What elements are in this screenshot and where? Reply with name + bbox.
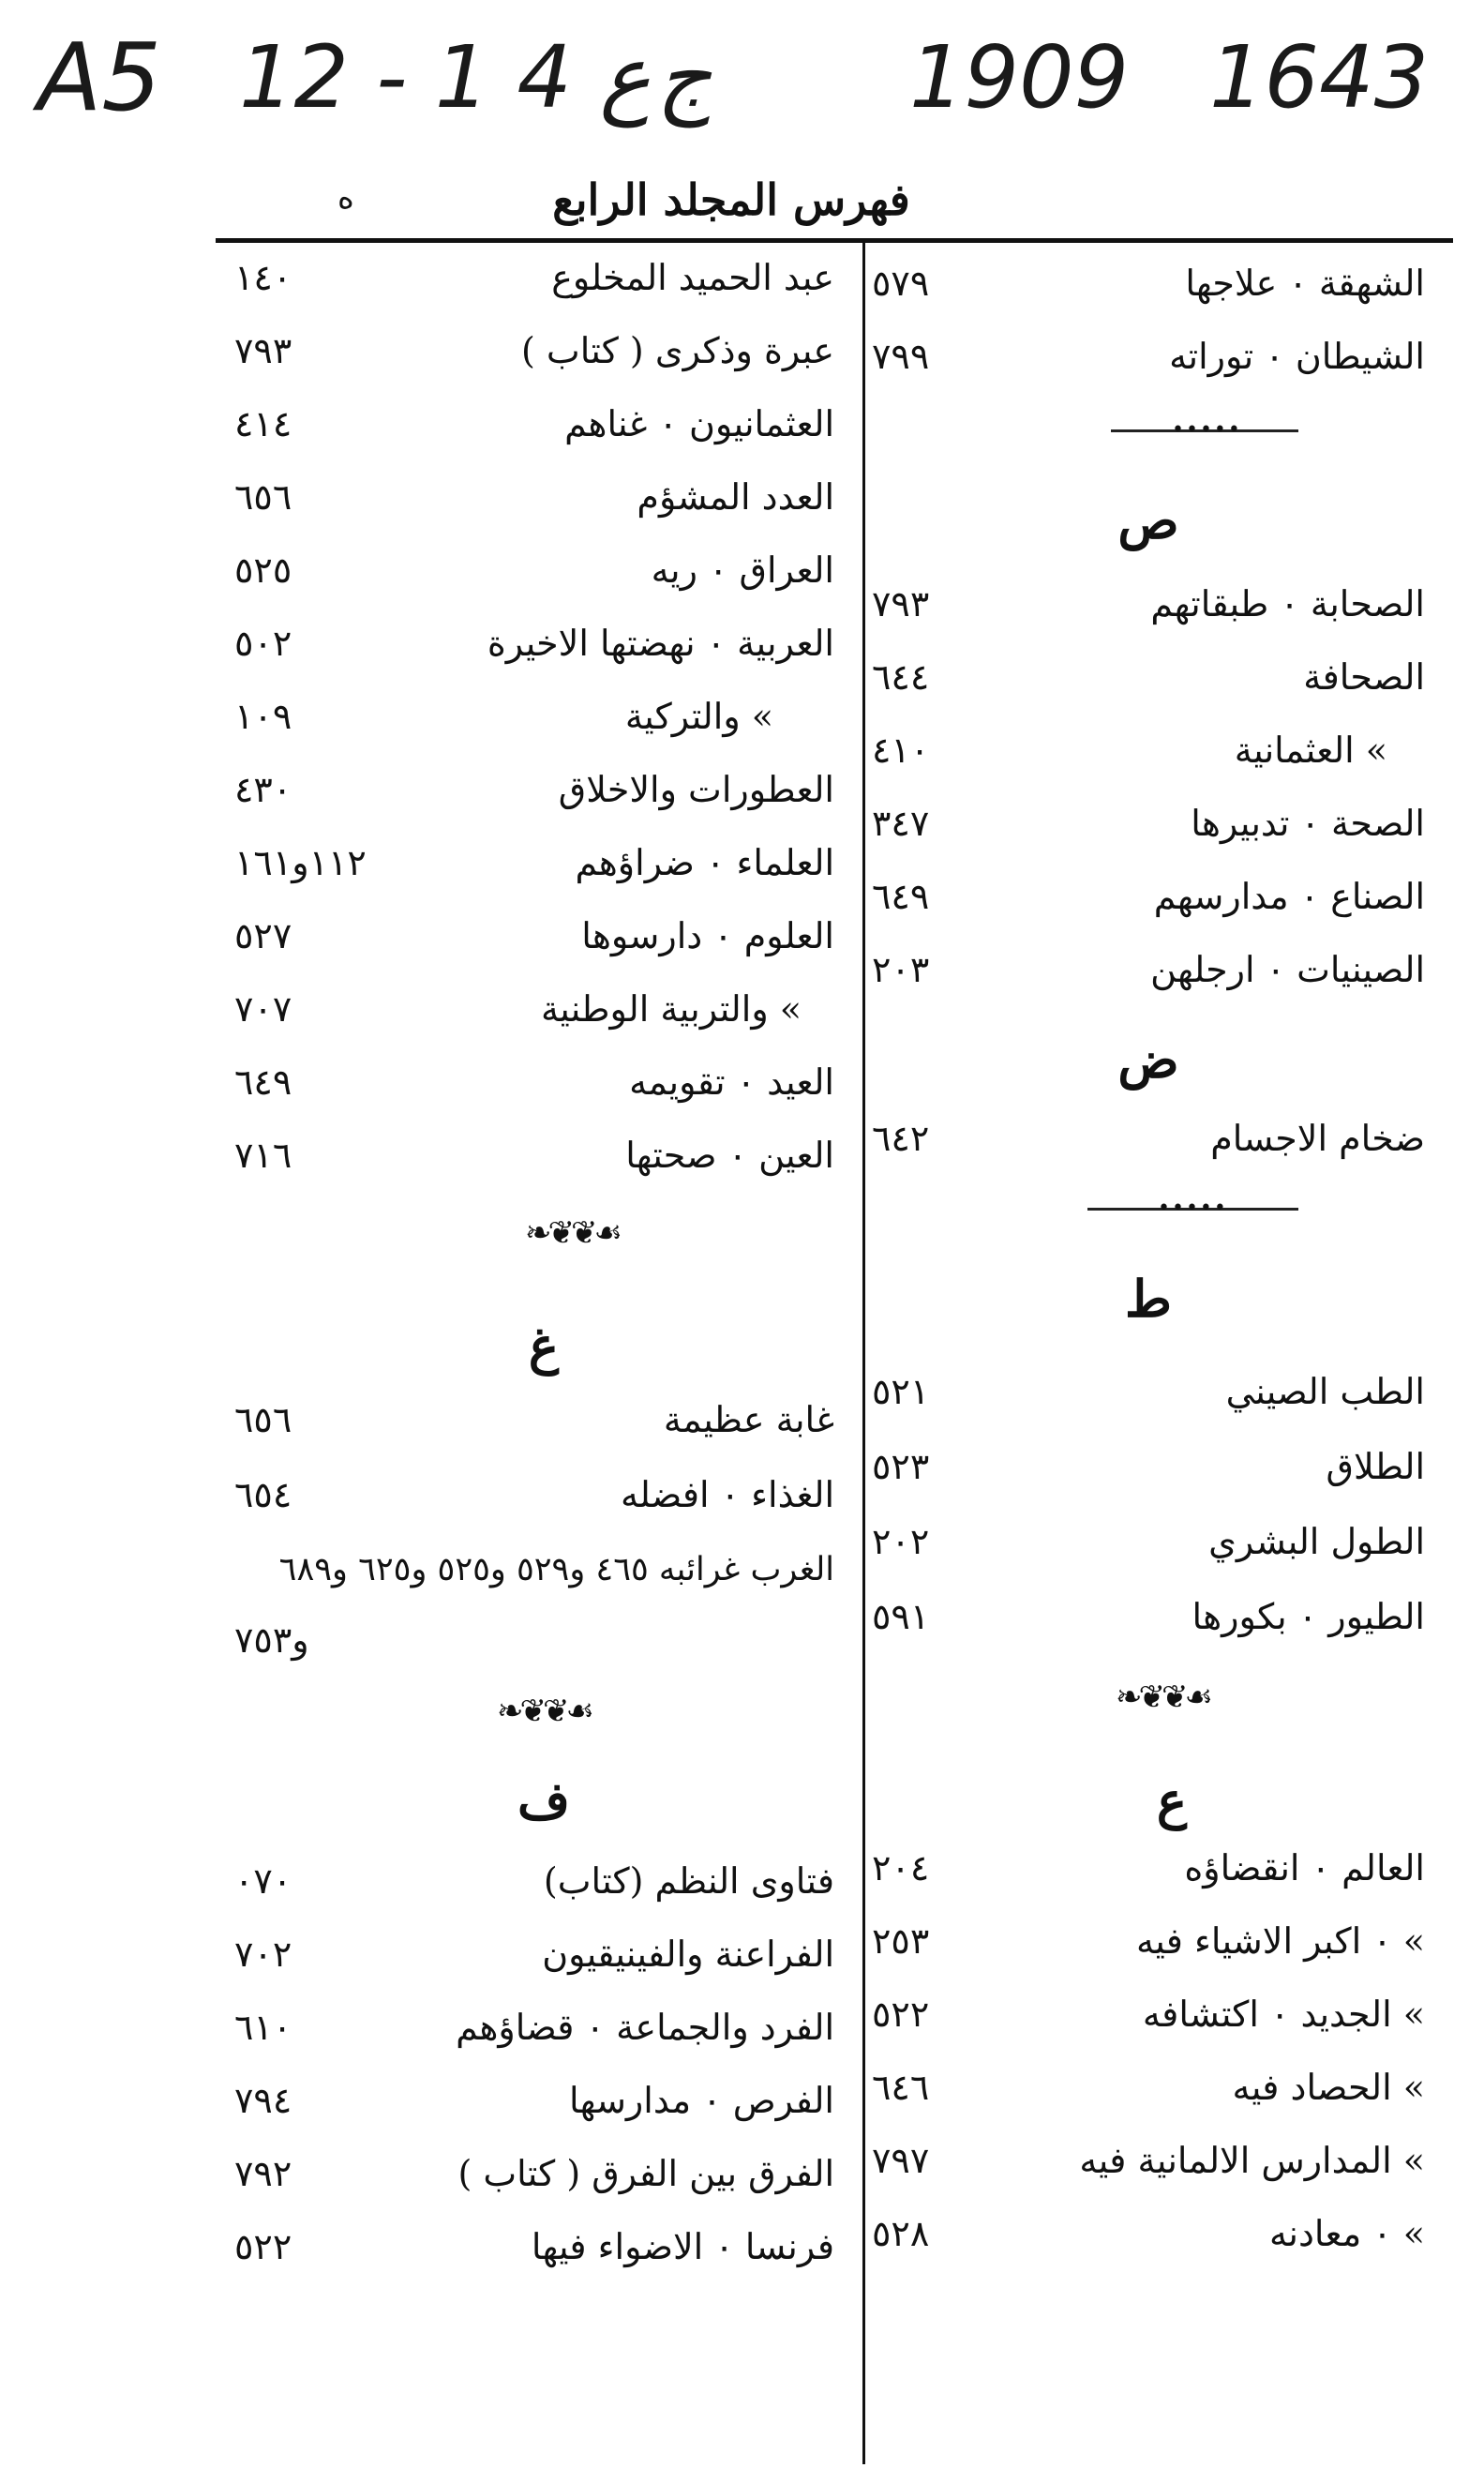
entry-page: ٥٢٨ [872,2213,930,2254]
ornament-divider: ❧❦❦☙ [497,1693,591,1730]
entry-page: ١١٢و١٦١ [234,842,367,883]
entry-text: » والتربية الوطنية [540,988,802,1030]
separator-ornament: ••••• [1158,1196,1228,1220]
list-item [234,1463,853,1527]
list-item [872,572,1453,636]
entry-page: ٧١٦ [234,1135,292,1176]
list-item [234,2215,853,2279]
list-item [872,1106,1453,1170]
column-divider [862,242,865,2464]
entry-text: » المدارس الالمانية فيه [1079,2140,1425,2181]
entry-text: الشيطان ٠ توراته [1169,336,1425,377]
entry-page: ٥٢٧ [234,915,292,956]
list-item [234,1922,853,1986]
entry-text: العربية ٠ نهضتها الاخيرة [487,623,834,664]
entry-page: ١٤٠ [234,257,292,298]
entry-text: الطول البشري [1208,1521,1425,1562]
handwritten-jim: ج [656,27,712,128]
entry-page: ٦٤٤ [872,656,930,698]
entry-page: ٦٤٩ [234,1061,292,1103]
entry-text: الصحابة ٠ طبقاتهم [1150,583,1425,625]
entry-text: الطلاق [1326,1446,1425,1487]
entry-page: ٥٢٥ [234,549,292,591]
entry-text: العراق ٠ ريه [651,549,834,591]
entry-page: ٦٥٦ [234,1399,292,1440]
entry-text: » ٠ معادنه [1269,2213,1425,2254]
list-item [234,611,853,675]
list-item [234,465,853,529]
list-item [234,1388,853,1452]
entry-text: الصناع ٠ مدارسهم [1153,876,1425,917]
entry-page: ٥٢٣ [872,1446,930,1487]
entry-page: ٦١٠ [234,2007,292,2048]
entry-text: » الحصاد فيه [1232,2067,1425,2108]
list-item [234,758,853,821]
list-item [234,538,853,602]
list-item [234,831,853,895]
entry-page: ٦٤٢ [872,1118,930,1159]
entry-text: الغذاء ٠ افضله [620,1474,834,1515]
entry-text: فتاوى النظم (كتاب) [543,1860,834,1902]
list-item [234,904,853,968]
section-letter-ghain: غ [528,1316,560,1376]
entry-page: ٢٠٣ [872,949,930,990]
entry-text: الغرب غرائبه ٤٦٥ و٥٢٩ و٥٢٥ و٦٢٥ و٦٨٩ [278,1551,834,1588]
entry-page: ٧٩٤ [234,2080,292,2121]
list-item [234,1995,853,2059]
entry-text: العطورات والاخلاق [558,769,834,810]
handwritten-year-ah: 1643 [1209,27,1430,128]
handwritten-annotation [0,17,1484,139]
entry-page: ٣٤٧ [872,803,930,844]
entry-page: ٧٩٣ [872,583,930,625]
list-item [872,1982,1453,2046]
list-item [234,1849,853,1913]
entry-page: ٥٢٢ [872,1994,930,2035]
list-item [872,1435,1453,1498]
section-letter-fa: ف [517,1770,570,1830]
page-title: فهرس المجلد الرابع [552,174,910,225]
entry-page: ٢٠٢ [872,1521,930,1562]
entry-text: عبد الحميد المخلوع [551,257,834,298]
section-letter-ta: ط [1125,1269,1172,1329]
entry-page: ٥٩١ [872,1596,930,1637]
entry-text: عبرة وذكرى ( كتاب ) [521,330,834,371]
list-item [872,1909,1453,1973]
entry-text: فرنسا ٠ الاضواء فيها [531,2226,834,2267]
entry-text: الصحة ٠ تدبيرها [1191,803,1425,844]
entry-page: ٧٠٧ [234,988,292,1030]
entry-page: و٧٥٣ [234,1619,309,1661]
list-item [234,1050,853,1114]
entry-page: ٠٧٠ [234,1860,292,1902]
entry-text: الطب الصيني [1225,1371,1425,1412]
section-letter-dad: ض [1117,1030,1179,1090]
entry-page: ٤١٤ [234,403,292,444]
entry-page: ٧٩٧ [872,2140,930,2181]
list-item [872,2055,1453,2119]
entry-page: ٥٧٩ [872,263,930,304]
list-item [234,1538,853,1602]
entry-page: ٧٩٢ [234,2153,292,2194]
list-item [234,977,853,1041]
entry-text: العيد ٠ تقويمه [629,1061,834,1103]
entry-text: الشهقة ٠ علاجها [1185,263,1425,304]
entry-text: العالم ٠ انقضاؤه [1184,1847,1425,1889]
entry-text: الفرص ٠ مدارسها [568,2080,834,2121]
list-item [872,1836,1453,1900]
ornament-divider: ❧❦❦☙ [525,1214,619,1252]
section-letter-ain: ع [1156,1770,1188,1830]
list-item [872,865,1453,928]
list-item [872,938,1453,1001]
list-item [872,1360,1453,1423]
list-item [234,1608,853,1672]
entry-text: الطيور ٠ بكورها [1192,1596,1425,1637]
entry-text: العلماء ٠ ضراؤهم [575,842,834,883]
entry-text: الصينيات ٠ ارجلهن [1150,949,1425,990]
list-item [234,2069,853,2132]
list-item [234,1123,853,1187]
list-item [872,324,1453,388]
entry-page: ٤٣٠ [234,769,292,810]
entry-page: ٢٥٣ [872,1920,930,1962]
entry-page: ٦٤٦ [872,2067,930,2108]
entry-text: » والتركية [624,696,773,737]
section-letter-sad: ص [1117,490,1179,550]
entry-page: ٢٠٤ [872,1847,930,1889]
entry-text: العين ٠ صحتها [625,1135,834,1176]
entry-page: ٦٥٤ [234,1474,292,1515]
entry-text: العثمانيون ٠ غناهم [564,403,834,444]
list-item [872,645,1453,709]
list-item [872,251,1453,315]
list-item [872,791,1453,855]
list-item [872,1510,1453,1573]
entry-text: العلوم ٠ دارسوها [581,915,834,956]
list-item [234,2142,853,2205]
list-item [234,246,853,309]
entry-page: ١٠٩ [234,696,292,737]
entry-page: ٥٠٢ [234,623,292,664]
entry-text: » العثمانية [1234,730,1387,771]
entry-page: ٤١٠ [872,730,930,771]
entry-text: العدد المشؤم [637,476,834,518]
entry-page: ٦٥٦ [234,476,292,518]
entry-page: ٦٤٩ [872,876,930,917]
entry-page: ٧٩٩ [872,336,930,377]
list-item [872,2129,1453,2192]
entry-text: الفرق بين الفرق ( كتاب ) [457,2153,834,2194]
list-item [872,718,1453,782]
header-rule [216,238,1453,243]
list-item [234,319,853,383]
entry-text: » الجديد ٠ اكتشافه [1142,1994,1425,2035]
entry-text: الفرد والجماعة ٠ قضاؤهم [456,2007,834,2048]
entry-text: غابة عظيمة [663,1399,834,1440]
entry-text: الصحافة [1303,656,1425,698]
list-item [872,2202,1453,2265]
entry-page: ٥٢٢ [234,2226,292,2267]
handwritten-volume-ref: 12 - 1 ع 4 [239,27,652,128]
list-item [234,392,853,456]
handwritten-a5: A5 [37,23,162,132]
separator-ornament: ••••• [1172,418,1242,442]
title-mark: ه [337,179,354,217]
handwritten-year-ad: 1909 [909,27,1130,128]
ornament-divider: ❧❦❦☙ [1116,1678,1209,1716]
entry-text: ضخام الاجسام [1210,1118,1425,1159]
entry-page: ٧٠٢ [234,1934,292,1975]
entry-text: » ٠ اكبر الاشياء فيه [1135,1920,1425,1962]
entry-page: ٧٩٣ [234,330,292,371]
entry-page: ٥٢١ [872,1371,930,1412]
list-item [872,1585,1453,1648]
entry-text: الفراعنة والفينيقيون [542,1934,834,1975]
list-item [234,685,853,748]
